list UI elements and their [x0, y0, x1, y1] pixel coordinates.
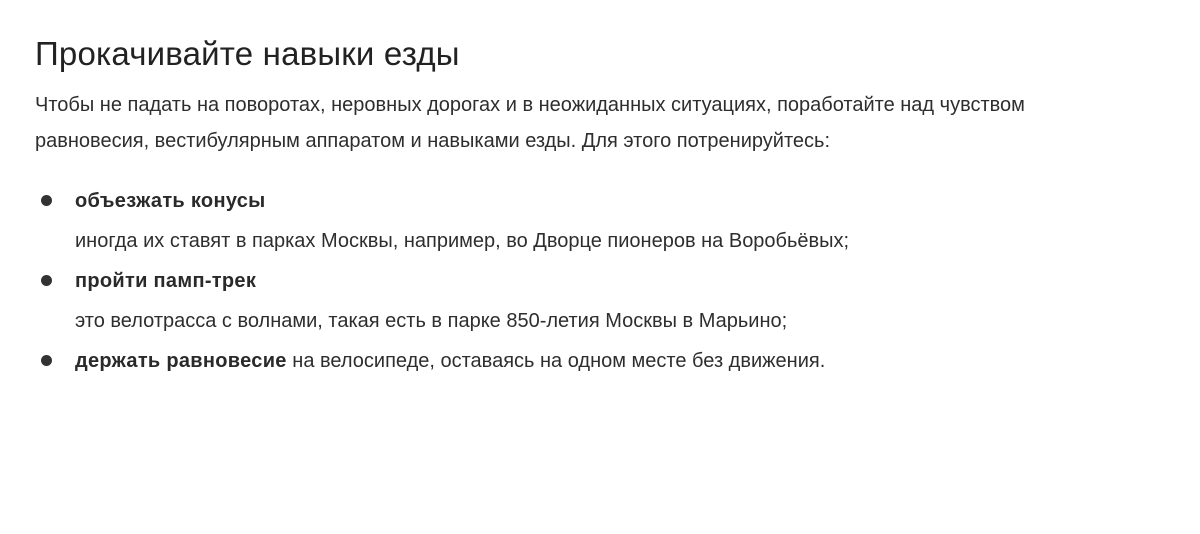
list-item-title: пройти памп-трек	[75, 270, 257, 292]
bullet-icon	[41, 275, 52, 286]
list-item-description: на велосипеде, оставаясь на одном месте без движения.	[292, 350, 826, 372]
section-title: Прокачивайте навыки езды	[35, 35, 460, 72]
lead-paragraph: Чтобы не падать на поворотах, неровных дорогах и в неожиданных ситуациях, поработайте над чувством равновесия, вестибулярным аппаратом и навыками езды. Для этого потренируйтесь:	[35, 94, 1025, 152]
list-item-cones	[35, 181, 1200, 261]
list-item-pump-track	[35, 261, 1200, 341]
skills-list	[35, 181, 1200, 381]
list-item-balance	[35, 341, 1200, 381]
bullet-icon	[41, 355, 52, 366]
list-item-description-wrap	[75, 341, 855, 381]
bullet-icon	[41, 195, 52, 206]
list-item-title: держать равновесие	[75, 350, 287, 372]
list-item-description: это велотрасса с волнами, такая есть в парке 850-летия Москвы в Марьино;	[75, 310, 788, 332]
list-item-title: объезжать конусы	[75, 190, 266, 212]
list-item-description: иногда их ставят в парках Москвы, например, во Дворце пионеров на Воробьёвых;	[75, 230, 850, 252]
